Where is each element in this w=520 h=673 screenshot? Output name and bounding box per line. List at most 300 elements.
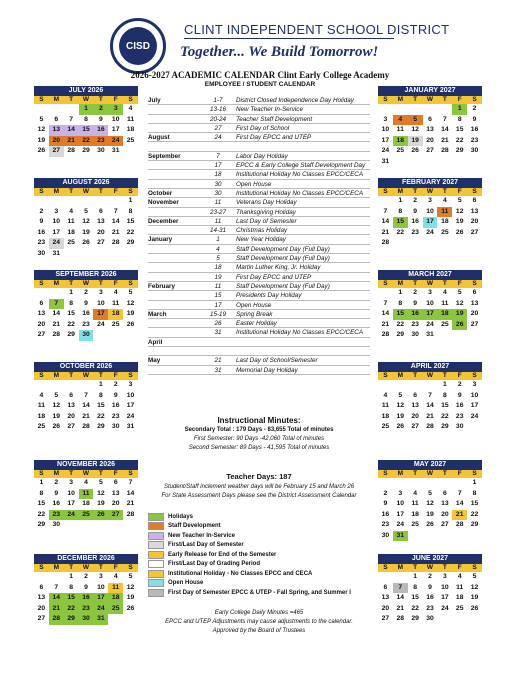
- day-cell: 15: [37, 500, 46, 507]
- event-date: 31: [214, 329, 222, 337]
- day-cell: 13: [426, 126, 434, 133]
- day-cell: 4: [442, 289, 447, 296]
- legend-item: [148, 522, 370, 532]
- event-row: [148, 301, 370, 310]
- month-calendar: [378, 460, 482, 541]
- day-cell: 4: [39, 391, 44, 399]
- day-cell: 23: [79, 604, 94, 615]
- instructional-minutes: [148, 416, 370, 451]
- day-cell: 17: [470, 402, 479, 409]
- event-description: Staff Development Day (Full Day): [236, 245, 330, 253]
- weekday-label: F: [457, 96, 462, 103]
- empty-day: [79, 380, 94, 391]
- weekday-label: T: [69, 372, 74, 379]
- weekday-label: T: [98, 96, 103, 103]
- minutes-heading: Instructional Minutes:: [217, 416, 301, 425]
- legend-swatch: [148, 522, 164, 530]
- day-cell: 12: [426, 500, 434, 507]
- day-cell: 27: [426, 147, 434, 154]
- day-cell: 18: [82, 500, 90, 507]
- day-cell: 16: [411, 218, 419, 225]
- event-description: [236, 338, 370, 347]
- event-date: 11: [214, 217, 222, 225]
- day-cell: 24: [64, 510, 79, 521]
- day-cell: 15: [455, 126, 464, 133]
- day-cell: 14: [396, 594, 405, 601]
- day-grid: [378, 104, 482, 167]
- day-cell: 14: [441, 126, 449, 133]
- weekday-label: M: [53, 280, 59, 287]
- day-cell: 29: [455, 147, 464, 154]
- day-cell: 30: [52, 521, 61, 528]
- legend-item: [148, 569, 370, 579]
- day-cell: 26: [126, 604, 135, 612]
- day-cell: 3: [442, 573, 447, 580]
- day-cell: 9: [428, 583, 432, 591]
- day-cell: 10: [67, 489, 75, 497]
- event-description: Open House: [236, 301, 272, 309]
- weekday-label: T: [98, 280, 103, 287]
- weekday-label: M: [397, 564, 403, 571]
- day-grid: [378, 288, 482, 341]
- teacher-days-heading: Teacher Days: 187: [226, 472, 292, 481]
- day-cell: 22: [396, 228, 405, 236]
- day-cell: 16: [93, 125, 108, 136]
- day-cell: 3: [128, 381, 133, 388]
- event-month: [148, 142, 200, 150]
- weekday-label: M: [53, 470, 59, 477]
- month-title: JANUARY 2027: [378, 86, 482, 96]
- day-cell: 13: [97, 218, 105, 225]
- month-calendar: [378, 86, 482, 167]
- legend-label: Institutional Holiday - No Classes EPCC and CECA: [168, 570, 313, 577]
- weekday-header: [378, 372, 482, 380]
- day-cell: 11: [411, 500, 419, 507]
- day-cell: 27: [108, 510, 123, 521]
- day-cell: 29: [470, 521, 479, 528]
- weekday-label: S: [128, 564, 133, 571]
- weekday-label: S: [472, 372, 477, 379]
- event-date: 18: [214, 171, 222, 179]
- day-cell: 19: [426, 510, 434, 518]
- day-cell: 19: [37, 136, 46, 144]
- event-month: [148, 328, 200, 337]
- weekday-label: M: [53, 188, 59, 195]
- legend-label: Staff Development: [168, 523, 221, 530]
- day-cell: 24: [108, 136, 123, 147]
- legend-item: [148, 512, 370, 522]
- day-cell: 18: [411, 510, 419, 518]
- event-row: [148, 319, 370, 328]
- event-month: [148, 273, 200, 282]
- weekday-label: M: [53, 564, 59, 571]
- month-title: APRIL 2027: [378, 362, 482, 372]
- day-cell: 25: [455, 604, 464, 612]
- day-cell: 25: [108, 604, 123, 615]
- day-cell: 16: [455, 402, 464, 409]
- day-cell: 31: [93, 614, 108, 625]
- day-cell: 12: [82, 218, 90, 225]
- day-cell: 31: [393, 531, 408, 542]
- month-calendar: [34, 86, 138, 157]
- weekday-label: T: [413, 372, 418, 379]
- day-cell: 9: [39, 218, 44, 225]
- event-month: [148, 254, 200, 263]
- day-cell: 30: [37, 249, 46, 257]
- legend-item: [148, 588, 370, 598]
- weekday-label: W: [426, 372, 434, 379]
- weekday-label: S: [128, 280, 133, 287]
- weekday-label: T: [442, 280, 447, 287]
- event-month: [148, 347, 200, 355]
- day-cell: 10: [97, 299, 105, 307]
- day-cell: 6: [428, 115, 432, 123]
- event-row: [148, 291, 370, 300]
- day-cell: 15: [79, 125, 94, 136]
- day-cell: 16: [111, 402, 120, 409]
- month-title: OCTOBER 2026: [34, 362, 138, 372]
- day-cell: 12: [411, 126, 419, 133]
- day-cell: 3: [54, 207, 59, 215]
- day-cell: 8: [39, 489, 44, 497]
- day-cell: 26: [82, 239, 90, 246]
- day-cell: 28: [82, 423, 90, 430]
- day-cell: 7: [49, 299, 64, 310]
- day-grid: [378, 478, 482, 541]
- event-date: 31: [214, 366, 222, 374]
- day-cell: 8: [98, 391, 103, 399]
- event-month: October: [148, 189, 173, 197]
- logo-text: CISD: [119, 27, 157, 65]
- day-cell: 31: [52, 249, 61, 257]
- day-cell: 3: [428, 289, 432, 296]
- event-row: [148, 328, 370, 337]
- weekday-header: [34, 188, 138, 196]
- empty-day: [79, 196, 94, 207]
- day-cell: 6: [383, 583, 388, 591]
- day-cell: 21: [441, 136, 449, 144]
- day-cell: 28: [111, 239, 120, 246]
- event-description: Presidents Day Holiday: [236, 292, 302, 300]
- event-date: 19: [214, 273, 222, 281]
- day-cell: 15: [411, 594, 419, 601]
- day-cell: 5: [457, 197, 462, 204]
- day-cell: 26: [93, 510, 108, 521]
- day-cell: 18: [108, 309, 123, 320]
- day-cell: 22: [441, 412, 449, 420]
- event-description: Easter Holiday: [236, 320, 277, 328]
- day-cell: 21: [49, 604, 64, 615]
- weekday-header: [378, 96, 482, 104]
- minutes-total: Secondary Total : 179 Days - 83,655 Total of minutes: [184, 427, 334, 433]
- day-cell: 17: [52, 228, 61, 236]
- empty-day: [423, 104, 438, 115]
- day-cell: 22: [64, 604, 79, 615]
- legend-label: New Teacher In-Service: [168, 532, 235, 539]
- day-cell: 27: [470, 320, 479, 328]
- day-grid: [34, 104, 138, 157]
- day-cell: 14: [455, 500, 464, 507]
- day-cell: 25: [396, 147, 405, 154]
- day-cell: 7: [393, 583, 408, 594]
- day-cell: 11: [396, 126, 404, 133]
- day-cell: 25: [67, 239, 75, 246]
- event-date: [200, 338, 236, 347]
- day-cell: 28: [126, 510, 135, 518]
- day-cell: 2: [93, 104, 108, 115]
- day-cell: 30: [470, 147, 479, 154]
- day-cell: 21: [381, 228, 390, 236]
- month-title: NOVEMBER 2026: [34, 460, 138, 470]
- day-cell: 10: [126, 391, 135, 399]
- day-cell: 27: [411, 423, 419, 430]
- day-cell: 6: [472, 197, 477, 204]
- event-month: March: [148, 310, 167, 318]
- weekday-header: [378, 564, 482, 572]
- day-cell: 30: [411, 331, 419, 338]
- day-cell: 2: [428, 573, 432, 580]
- day-cell: 5: [398, 391, 403, 399]
- weekday-label: S: [128, 96, 133, 103]
- teacher-days-note1: Student/Staff inclement weather days will be February 15 and March 26: [163, 484, 355, 490]
- day-cell: 10: [381, 126, 390, 133]
- event-row: [148, 133, 370, 142]
- day-cell: 20: [411, 412, 419, 420]
- day-cell: 14: [111, 218, 120, 225]
- event-row: [148, 226, 370, 235]
- day-cell: 11: [67, 218, 75, 225]
- event-description: Last Day of School/Semester: [236, 357, 318, 365]
- day-cell: 26: [126, 320, 135, 328]
- day-cell: 16: [408, 309, 423, 320]
- day-cell: 17: [111, 126, 120, 133]
- day-cell: 28: [396, 615, 405, 622]
- event-date: 27: [214, 124, 222, 132]
- day-cell: 18: [108, 593, 123, 604]
- day-cell: 13: [381, 594, 390, 601]
- day-cell: 7: [383, 299, 388, 307]
- calendar-subtitle: EMPLOYEE / STUDENT CALENDAR: [204, 81, 316, 88]
- weekday-label: M: [53, 372, 59, 379]
- day-cell: 20: [97, 228, 105, 236]
- day-cell: 27: [37, 331, 46, 338]
- day-cell: 6: [413, 391, 418, 399]
- day-cell: 16: [381, 510, 390, 518]
- weekday-label: S: [39, 470, 44, 477]
- weekday-label: T: [69, 188, 74, 195]
- weekday-label: S: [383, 470, 388, 477]
- day-cell: 16: [470, 126, 479, 133]
- event-month: [148, 301, 200, 310]
- day-cell: 25: [79, 510, 94, 521]
- legend-swatch: [148, 570, 164, 578]
- weekday-label: T: [98, 564, 103, 571]
- day-grid: [378, 380, 482, 433]
- day-cell: 18: [381, 412, 390, 420]
- legend-label: Open House: [168, 580, 204, 587]
- day-cell: 22: [411, 604, 419, 612]
- day-cell: 22: [79, 136, 94, 147]
- month-calendar: [378, 178, 482, 249]
- divider: [184, 38, 394, 39]
- legend-swatch: [148, 513, 164, 521]
- day-cell: 11: [79, 489, 94, 500]
- day-grid: [34, 572, 138, 625]
- day-cell: 11: [381, 402, 390, 409]
- day-cell: 22: [396, 320, 405, 328]
- day-cell: 2: [113, 381, 118, 388]
- weekday-label: T: [413, 470, 418, 477]
- day-cell: 2: [413, 289, 418, 296]
- empty-day: [378, 104, 393, 115]
- day-cell: 14: [52, 310, 61, 317]
- event-date: 7: [216, 152, 220, 160]
- day-cell: 31: [111, 147, 120, 154]
- day-cell: 29: [396, 331, 405, 338]
- day-cell: 10: [396, 500, 405, 507]
- day-cell: 20: [470, 310, 479, 317]
- day-cell: 28: [67, 147, 75, 154]
- legend-item: [148, 579, 370, 589]
- weekday-label: T: [69, 280, 74, 287]
- day-cell: 22: [126, 228, 135, 236]
- day-cell: 14: [426, 402, 434, 409]
- day-grid: [378, 572, 482, 625]
- legend-swatch: [148, 589, 164, 597]
- event-description: Christmas Holiday: [236, 227, 288, 235]
- day-cell: 14: [64, 125, 79, 136]
- event-row: [148, 161, 370, 170]
- day-cell: 30: [455, 423, 464, 430]
- day-cell: 8: [442, 391, 447, 399]
- day-cell: 18: [455, 594, 464, 601]
- day-cell: 14: [381, 310, 390, 317]
- day-cell: 28: [49, 614, 64, 625]
- day-cell: 15: [470, 500, 479, 507]
- day-cell: 20: [67, 412, 75, 420]
- day-cell: 25: [37, 423, 46, 430]
- event-month: [148, 124, 200, 133]
- day-cell: 1: [398, 289, 403, 296]
- day-cell: 24: [93, 604, 108, 615]
- empty-day: [378, 288, 393, 299]
- event-description: Veterans Day Holiday: [236, 199, 297, 207]
- day-cell: 15: [441, 402, 449, 409]
- event-date: 23-27: [209, 208, 227, 216]
- day-cell: 24: [97, 320, 105, 328]
- event-month: September: [148, 152, 181, 160]
- weekday-label: T: [98, 470, 103, 477]
- day-cell: 9: [84, 299, 88, 307]
- event-month: May: [148, 357, 161, 365]
- empty-day: [34, 104, 49, 115]
- legend-swatch: [148, 560, 164, 568]
- day-cell: 18: [437, 309, 452, 320]
- day-cell: 1: [79, 104, 94, 115]
- day-cell: 2: [54, 479, 59, 486]
- day-cell: 17: [381, 136, 390, 144]
- day-cell: 25: [381, 423, 390, 430]
- empty-day: [408, 380, 423, 391]
- day-cell: 9: [54, 489, 59, 497]
- day-cell: 14: [82, 402, 90, 409]
- event-description: Staff Development Day (Full Day): [236, 282, 330, 290]
- day-cell: 6: [98, 207, 103, 215]
- day-cell: 2: [39, 207, 44, 215]
- day-cell: 24: [470, 412, 479, 420]
- weekday-label: S: [128, 470, 133, 477]
- day-cell: 13: [37, 310, 46, 317]
- day-cell: 30: [79, 330, 94, 341]
- day-cell: 20: [426, 136, 434, 144]
- month-title: SEPTEMBER 2026: [34, 270, 138, 280]
- day-cell: 1: [69, 573, 74, 580]
- event-row: [148, 347, 370, 356]
- day-cell: 1: [398, 197, 403, 204]
- day-cell: 18: [67, 228, 75, 236]
- day-cell: 18: [441, 218, 449, 225]
- month-calendar: [378, 362, 482, 433]
- event-row: [148, 273, 370, 282]
- day-cell: 29: [64, 614, 79, 625]
- empty-day: [452, 478, 467, 489]
- day-cell: 15: [393, 309, 408, 320]
- event-date: 20-24: [209, 115, 227, 123]
- day-cell: 8: [128, 207, 133, 215]
- day-cell: 13: [470, 299, 479, 307]
- legend-item: [148, 531, 370, 541]
- day-cell: 21: [111, 228, 120, 236]
- day-cell: 27: [441, 521, 449, 528]
- day-cell: 2: [457, 381, 462, 388]
- event-row: [148, 245, 370, 254]
- day-grid: [34, 478, 138, 531]
- weekday-label: S: [383, 96, 388, 103]
- day-cell: 19: [126, 310, 135, 317]
- event-month: [148, 161, 200, 170]
- month-title: FEBRUARY 2027: [378, 178, 482, 188]
- day-cell: 21: [381, 320, 390, 328]
- event-date: 5: [216, 255, 220, 263]
- day-cell: 8: [457, 115, 462, 123]
- day-cell: 20: [37, 604, 46, 612]
- day-cell: 15: [64, 593, 79, 604]
- day-cell: 17: [93, 309, 108, 320]
- event-description: Institutional Holiday No Classes EPCC/CECA: [236, 189, 364, 197]
- teacher-days-note2: For State Assessment Days please see the District Assessment Calendar: [161, 493, 357, 499]
- day-cell: 28: [455, 521, 464, 528]
- event-row: [148, 310, 370, 319]
- district-logo: [110, 18, 166, 74]
- weekday-label: M: [397, 470, 403, 477]
- day-cell: 13: [411, 402, 419, 409]
- day-cell: 11: [437, 207, 452, 218]
- weekday-label: F: [457, 188, 462, 195]
- day-cell: 1: [472, 479, 477, 486]
- event-month: [148, 366, 200, 375]
- weekday-label: M: [397, 96, 403, 103]
- day-cell: 8: [69, 583, 74, 591]
- day-cell: 27: [470, 228, 479, 236]
- event-month: [148, 291, 200, 300]
- empty-day: [423, 478, 438, 489]
- day-cell: 1: [98, 381, 103, 388]
- day-cell: 13: [67, 402, 75, 409]
- weekday-label: S: [472, 188, 477, 195]
- event-description: Open House: [236, 180, 272, 188]
- day-cell: 11: [126, 115, 135, 123]
- day-cell: 11: [456, 583, 464, 591]
